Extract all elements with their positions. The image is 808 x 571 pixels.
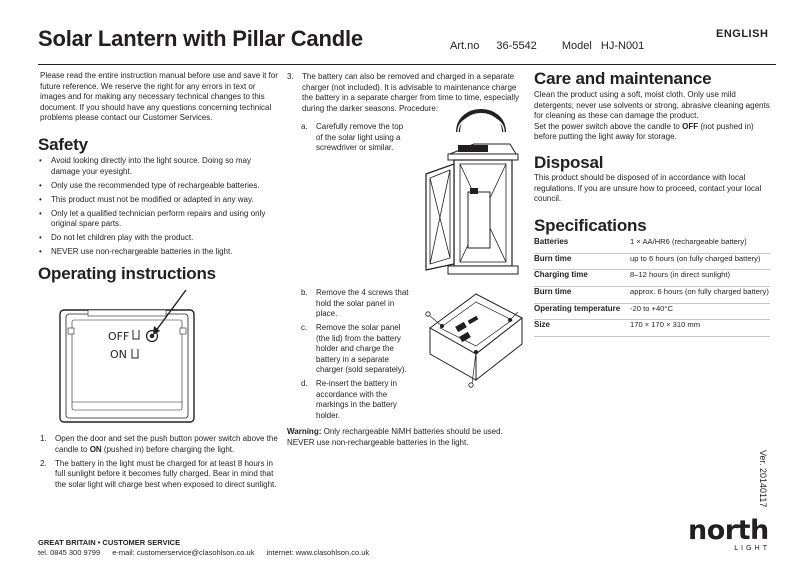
list-item <box>301 122 406 154</box>
list-item <box>40 459 280 491</box>
step-number: 1. <box>40 434 47 443</box>
safety-list <box>38 156 278 261</box>
disposal-heading: Disposal <box>534 153 604 172</box>
step-text: The battery in the light must be charged for at least 8 hours in full sunlight before it becomes fully charged. Bear in mind that the solar light will charge best when exposed to direct sunlight. <box>55 458 277 489</box>
table-row <box>534 270 770 287</box>
spec-label: Operating temperature <box>534 303 630 320</box>
footer-internet: internet: www.clasohlson.co.uk <box>266 548 370 557</box>
footer-email: e-mail: customerservice@clasohlson.co.uk <box>112 548 255 557</box>
step-text: Open the door and set the push button power switch above the candle to <box>55 434 278 454</box>
model-number: HJ-N001 <box>600 40 645 52</box>
step-bold: ON <box>89 444 102 454</box>
article-info <box>450 40 644 52</box>
step-number: 2. <box>40 458 47 468</box>
logo-word: north <box>688 515 769 546</box>
step-text: (pushed in) before charging the light. <box>101 444 235 454</box>
warning-body: Only rechargeable NiMH batteries should be used. NEVER use non-rechargeable batteries in the light. <box>287 427 503 447</box>
page-title: Solar Lantern with Pillar Candle <box>38 26 363 51</box>
list-item: • Only let a qualified technician perform repairs and using only original spare parts. <box>38 209 278 230</box>
step-number: 3. <box>287 72 294 81</box>
table-row <box>534 287 770 304</box>
operating-steps-1-2 <box>40 434 280 494</box>
list-item <box>301 288 416 320</box>
step-letter: d. <box>301 379 308 388</box>
warning-label: Warning: <box>287 427 322 436</box>
list-item <box>40 434 280 455</box>
care-text-2: Set the power switch above the candle to <box>534 121 683 131</box>
intro-text: Please read the entire instruction manual before use and save it for future reference. We reserve the right for any errors in text or images and for making any necessary technical changes to this document. If you should have any questions concerning technical problems please contact our Customer Services. <box>40 71 278 122</box>
step-text: Carefully remove the top of the solar light using a screwdriver or similar. <box>316 122 404 152</box>
specifications-heading: Specifications <box>534 216 647 235</box>
care-bold: OFF <box>682 121 699 131</box>
lantern-illustration <box>418 100 528 282</box>
list-item <box>301 379 416 421</box>
care-text-3: (not pushed in) before putting the light away for storage. <box>534 121 754 141</box>
list-item <box>301 323 416 376</box>
step-text: Re-insert the battery in accordance with the markings in the battery holder. <box>316 379 397 420</box>
operating-heading: Operating instructions <box>38 264 216 283</box>
north-light-logo <box>688 515 772 552</box>
step-text: The battery can also be removed and charged in a separate charger (not included). It is advisable to maintenance charge the battery in a separate charger from time to time, especially during the darker seasons. Procedure: <box>302 72 519 113</box>
model-label: Model <box>561 40 592 52</box>
art-no-label: Art.no <box>450 40 480 52</box>
step-letter: a. <box>301 122 308 131</box>
logo-sub: LIGHT <box>734 544 770 552</box>
list-item: • NEVER use non-rechargeable batteries in the light. <box>38 247 278 258</box>
table-row <box>534 303 770 320</box>
spec-value: approx. 6 hours (on fully charged battery) <box>630 287 770 304</box>
spec-value: 8–12 hours (in direct sunlight) <box>630 270 770 287</box>
step-letter: c. <box>301 323 308 332</box>
spec-label: Charging time <box>534 270 630 287</box>
language-label: ENGLISH <box>716 28 769 40</box>
power-switch-illustration <box>52 288 202 428</box>
care-text <box>534 90 770 143</box>
step-letter: b. <box>301 288 308 297</box>
art-no: 36-5542 <box>496 40 537 52</box>
version-label: Ver. 20140117 <box>758 450 768 508</box>
off-label: OFF <box>108 330 130 343</box>
header-divider <box>38 64 776 65</box>
spec-value: 170 × 170 × 310 mm <box>630 320 770 337</box>
substep-a <box>301 122 406 157</box>
spec-value: -20 to +40°C <box>630 303 770 320</box>
spec-label: Size <box>534 320 630 337</box>
spec-label: Batteries <box>534 237 630 253</box>
spec-label: Burn time <box>534 253 630 270</box>
warning-text <box>287 427 521 448</box>
spec-value: 1 × AA/HR6 (rechargeable battery) <box>630 237 770 253</box>
step-text: Remove the 4 screws that hold the solar panel in place. <box>316 288 409 318</box>
disposal-text: This product should be disposed of in accordance with local regulations. If you are unsure how to proceed, contact your local council. <box>534 173 762 203</box>
table-row <box>534 320 770 337</box>
on-label: ON <box>110 348 127 361</box>
spec-value: up to 6 hours (on fully charged battery) <box>630 253 770 270</box>
step-text: Remove the solar panel (the lid) from the battery holder and charge the battery in a separate charger (sold separately). <box>316 323 407 374</box>
list-item: • Do not let children play with the product. <box>38 233 278 244</box>
care-text-1: Clean the product using a soft, moist cloth. Only use mild detergents; never use solvents or strong, abrasive cleaning agents for cleaning as these can damage the product. <box>534 90 770 120</box>
specifications-table <box>534 237 770 337</box>
footer-contact <box>38 548 379 557</box>
footer-heading: GREAT BRITAIN • CUSTOMER SERVICE <box>38 538 181 547</box>
list-item: • Only use the recommended type of rechargeable batteries. <box>38 181 278 192</box>
table-row <box>534 253 770 270</box>
list-item: • This product must not be modified or adapted in any way. <box>38 195 278 206</box>
substeps-b-d <box>301 288 416 425</box>
safety-heading: Safety <box>38 135 88 154</box>
battery-holder-illustration <box>416 288 528 388</box>
care-heading: Care and maintenance <box>534 69 712 88</box>
list-item: • Avoid looking directly into the light source. Doing so may damage your eyesight. <box>38 156 278 177</box>
spec-label: Burn time <box>534 287 630 304</box>
footer-tel: tel. 0845 300 9799 <box>38 548 101 557</box>
table-row <box>534 237 770 253</box>
